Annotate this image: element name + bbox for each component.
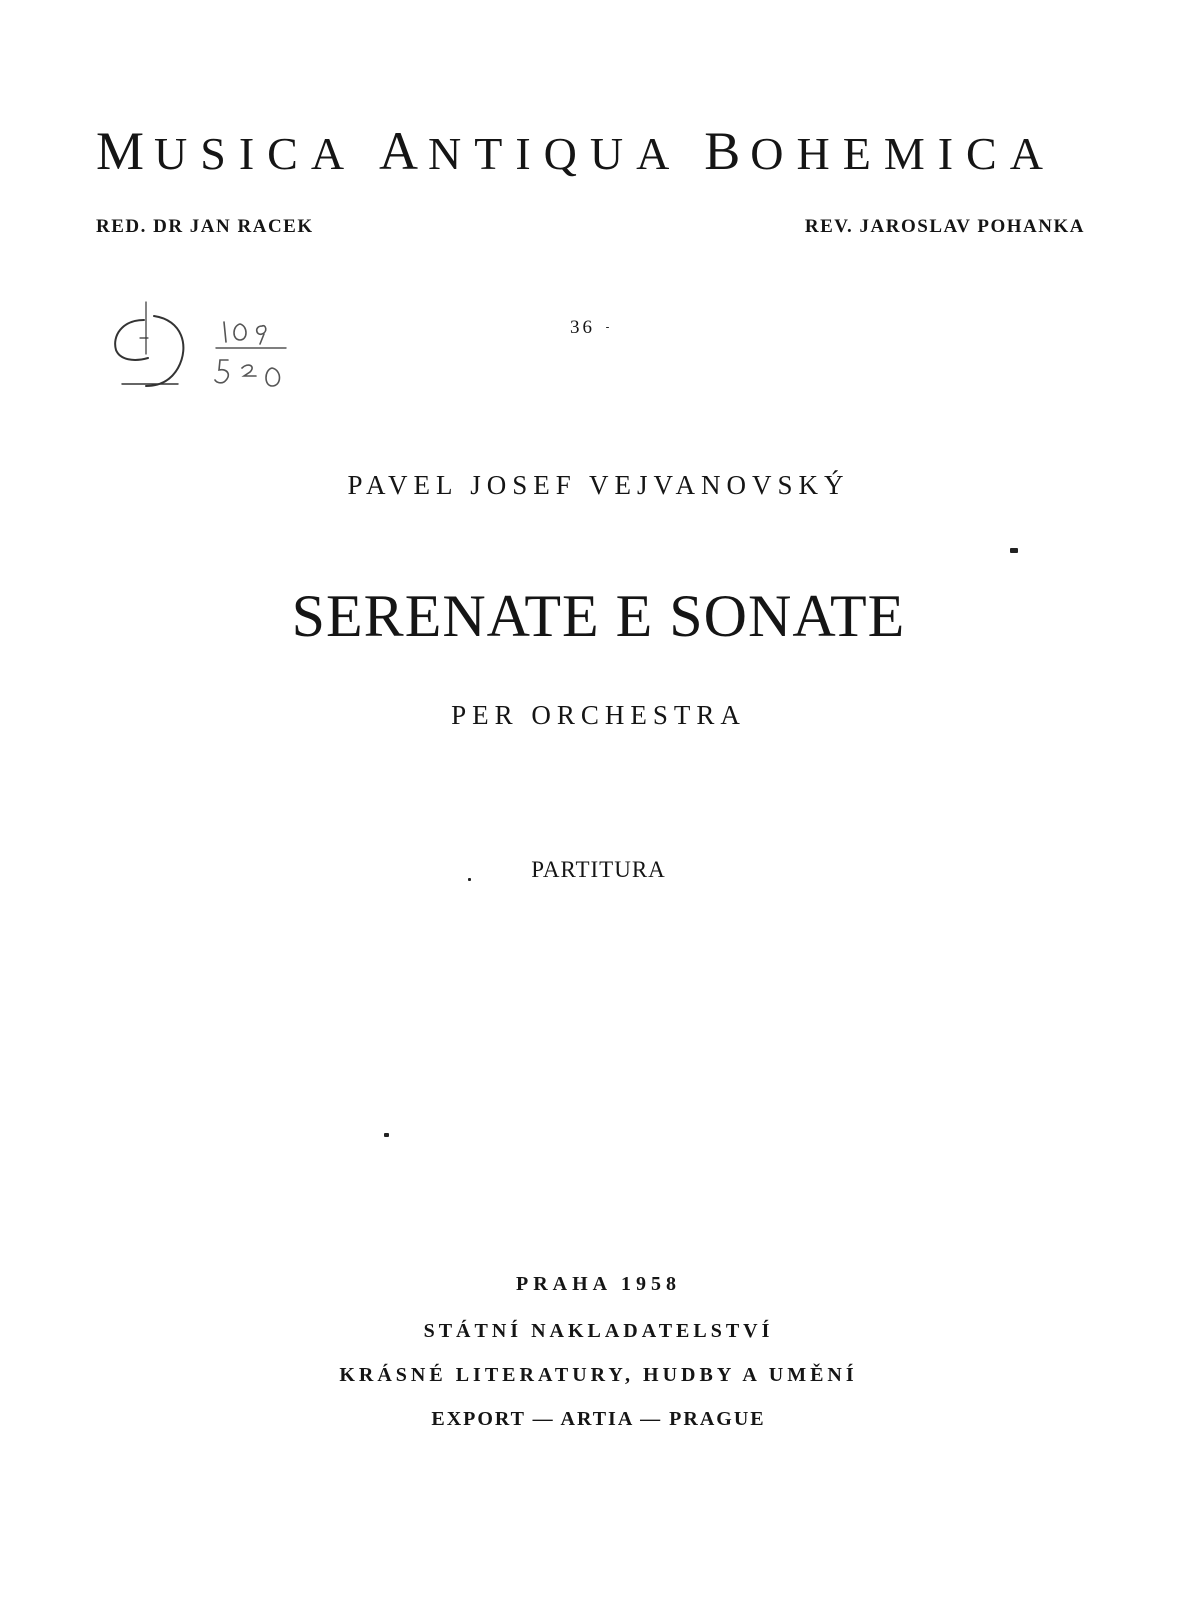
series-editor: RED. DR JAN RACEK <box>96 216 314 237</box>
library-stamp-mark <box>104 298 324 408</box>
series-title-initial-b: B <box>704 121 751 181</box>
series-reviser: REV. JAROSLAV POHANKA <box>804 216 1085 237</box>
series-title-initial-m: M <box>96 121 155 181</box>
series-title-part-2: NTIQUA <box>428 128 705 179</box>
composer-name: PAVEL JOSEF VEJVANOVSKÝ <box>347 470 850 500</box>
series-title <box>96 121 1086 181</box>
volume-number: 36 <box>570 317 595 338</box>
imprint-publisher-line1: STÁTNÍ NAKLADATELSTVÍ <box>423 1320 774 1342</box>
scan-speck <box>1010 548 1018 553</box>
series-title-part-3: OHEMICA <box>750 128 1056 179</box>
work-title: SERENATE E SONATE <box>291 583 906 649</box>
scan-speck <box>606 327 609 328</box>
work-subtitle: PER ORCHESTRA <box>451 700 746 730</box>
imprint-publisher-line2: KRÁSNÉ LITERATURY, HUDBY A UMĚNÍ <box>339 1364 858 1386</box>
imprint-export: EXPORT — ARTIA — PRAGUE <box>431 1408 766 1430</box>
series-title-initial-a: A <box>379 121 428 181</box>
series-title-part-1: USICA <box>154 128 379 179</box>
imprint-place-year: PRAHA 1958 <box>516 1273 681 1295</box>
score-type: PARTITURA <box>531 857 666 882</box>
scan-speck <box>384 1133 389 1137</box>
scan-speck <box>468 878 471 881</box>
